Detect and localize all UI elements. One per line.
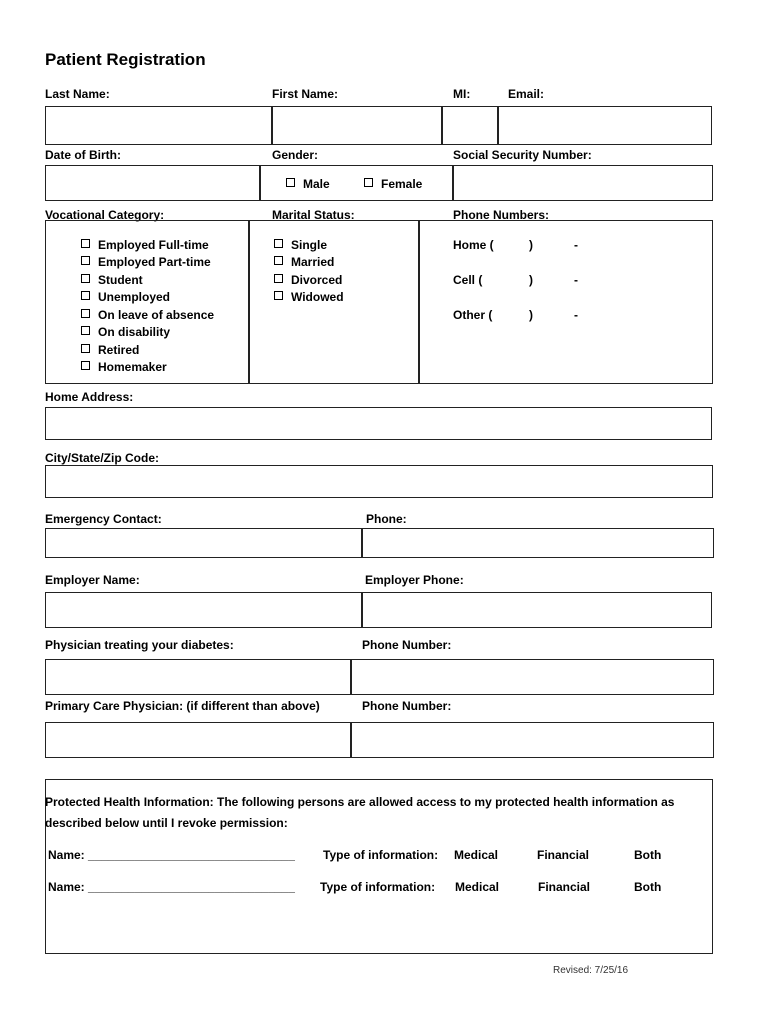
column-divider (452, 165, 454, 201)
primary-care-label: Primary Care Physician: (if different than above) (45, 699, 320, 713)
employer-phone-label: Employer Phone: (365, 573, 464, 587)
phi-option-medical[interactable]: Medical (454, 848, 499, 862)
vocational-checkbox[interactable] (81, 309, 90, 318)
phone-cell-label: Cell ( (453, 273, 483, 287)
email-input[interactable] (501, 110, 712, 143)
vocational-label: Vocational Category: (45, 208, 165, 222)
ssn-input[interactable] (456, 169, 713, 199)
employer-name-label: Employer Name: (45, 573, 140, 587)
first-name-label: First Name: (272, 87, 339, 101)
emergency-contact-input[interactable] (48, 531, 362, 557)
home-address-input[interactable] (48, 410, 712, 439)
page-title: Patient Registration (45, 50, 206, 69)
emergency-contact-label: Emergency Contact: (45, 512, 162, 526)
gender-male-label: Male (303, 177, 330, 191)
vocational-option: Employed Part-time (98, 255, 211, 269)
phone-other-label: Other ( (453, 308, 493, 322)
vocational-checkbox[interactable] (81, 291, 90, 300)
marital-label: Marital Status: (272, 208, 355, 222)
marital-option: Divorced (291, 273, 343, 287)
phone-cell-close: ) (529, 273, 533, 287)
vocational-option: Unemployed (98, 290, 171, 304)
marital-checkbox[interactable] (274, 274, 283, 283)
email-label: Email: (508, 87, 545, 101)
primary-care-input[interactable] (48, 725, 351, 757)
vocational-option: On disability (98, 325, 171, 339)
physician-phone-label: Phone Number: (362, 638, 452, 652)
phi-text-line2: described below until I revoke permission: (45, 816, 288, 830)
phones-label: Phone Numbers: (453, 208, 550, 222)
marital-checkbox[interactable] (274, 291, 283, 300)
marital-option: Widowed (291, 290, 344, 304)
column-divider (418, 220, 420, 384)
gender-female-label: Female (381, 177, 423, 191)
marital-option: Single (291, 238, 328, 252)
vocational-checkbox[interactable] (81, 274, 90, 283)
phone-home-dash: - (574, 238, 578, 252)
phi-name-field[interactable]: Name: _______________________________ (48, 848, 295, 862)
revised-date: Revised: 7/25/16 (553, 965, 629, 976)
phi-option-both[interactable]: Both (634, 880, 662, 894)
phi-type-label: Type of information: (320, 880, 436, 894)
physician-diabetes-input[interactable] (48, 662, 351, 694)
phone-other-close: ) (529, 308, 533, 322)
phi-text-line1: Protected Health Information: The following persons are allowed access to my protected health information as (45, 795, 675, 809)
phone-other-dash: - (574, 308, 578, 322)
vocational-checkbox[interactable] (81, 361, 90, 370)
employer-name-input[interactable] (48, 595, 362, 627)
primary-phone-input[interactable] (355, 725, 714, 757)
city-state-zip-input[interactable] (48, 468, 713, 497)
last-name-label: Last Name: (45, 87, 110, 101)
emergency-phone-input[interactable] (366, 531, 714, 557)
vocational-checkbox[interactable] (81, 344, 90, 353)
phi-option-financial[interactable]: Financial (538, 880, 591, 894)
employer-phone-input[interactable] (366, 595, 712, 627)
marital-option: Married (291, 255, 335, 269)
emergency-phone-label: Phone: (366, 512, 407, 526)
primary-phone-label: Phone Number: (362, 699, 452, 713)
vocational-option: Homemaker (98, 360, 167, 374)
vocational-option: On leave of absence (98, 308, 215, 322)
phi-option-both[interactable]: Both (634, 848, 662, 862)
city-state-zip-label: City/State/Zip Code: (45, 451, 160, 465)
column-divider (248, 220, 250, 384)
vocational-checkbox[interactable] (81, 256, 90, 265)
mi-label: MI: (453, 87, 471, 101)
dob-label: Date of Birth: (45, 148, 121, 162)
marital-checkbox[interactable] (274, 239, 283, 248)
phi-option-financial[interactable]: Financial (537, 848, 590, 862)
ssn-label: Social Security Number: (453, 148, 592, 162)
last-name-input[interactable] (48, 110, 272, 143)
dob-input[interactable] (48, 169, 260, 199)
phone-cell-dash: - (574, 273, 578, 287)
phi-option-medical[interactable]: Medical (455, 880, 500, 894)
phi-name-field[interactable]: Name: _______________________________ (48, 880, 295, 894)
vocational-option: Employed Full-time (98, 238, 209, 252)
first-name-input[interactable] (275, 110, 442, 143)
vocational-checkbox[interactable] (81, 326, 90, 335)
gender-label: Gender: (272, 148, 319, 162)
marital-checkbox[interactable] (274, 256, 283, 265)
vocational-option: Student (98, 273, 143, 287)
gender-female-checkbox[interactable] (364, 178, 373, 187)
home-address-label: Home Address: (45, 390, 134, 404)
vocational-option: Retired (98, 343, 140, 357)
gender-male-checkbox[interactable] (286, 178, 295, 187)
mi-input[interactable] (445, 110, 498, 143)
phone-home-label: Home ( (453, 238, 494, 252)
phi-type-label: Type of information: (323, 848, 439, 862)
physician-phone-input[interactable] (355, 662, 714, 694)
vocational-checkbox[interactable] (81, 239, 90, 248)
physician-diabetes-label: Physician treating your diabetes: (45, 638, 234, 652)
phone-home-close: ) (529, 238, 533, 252)
